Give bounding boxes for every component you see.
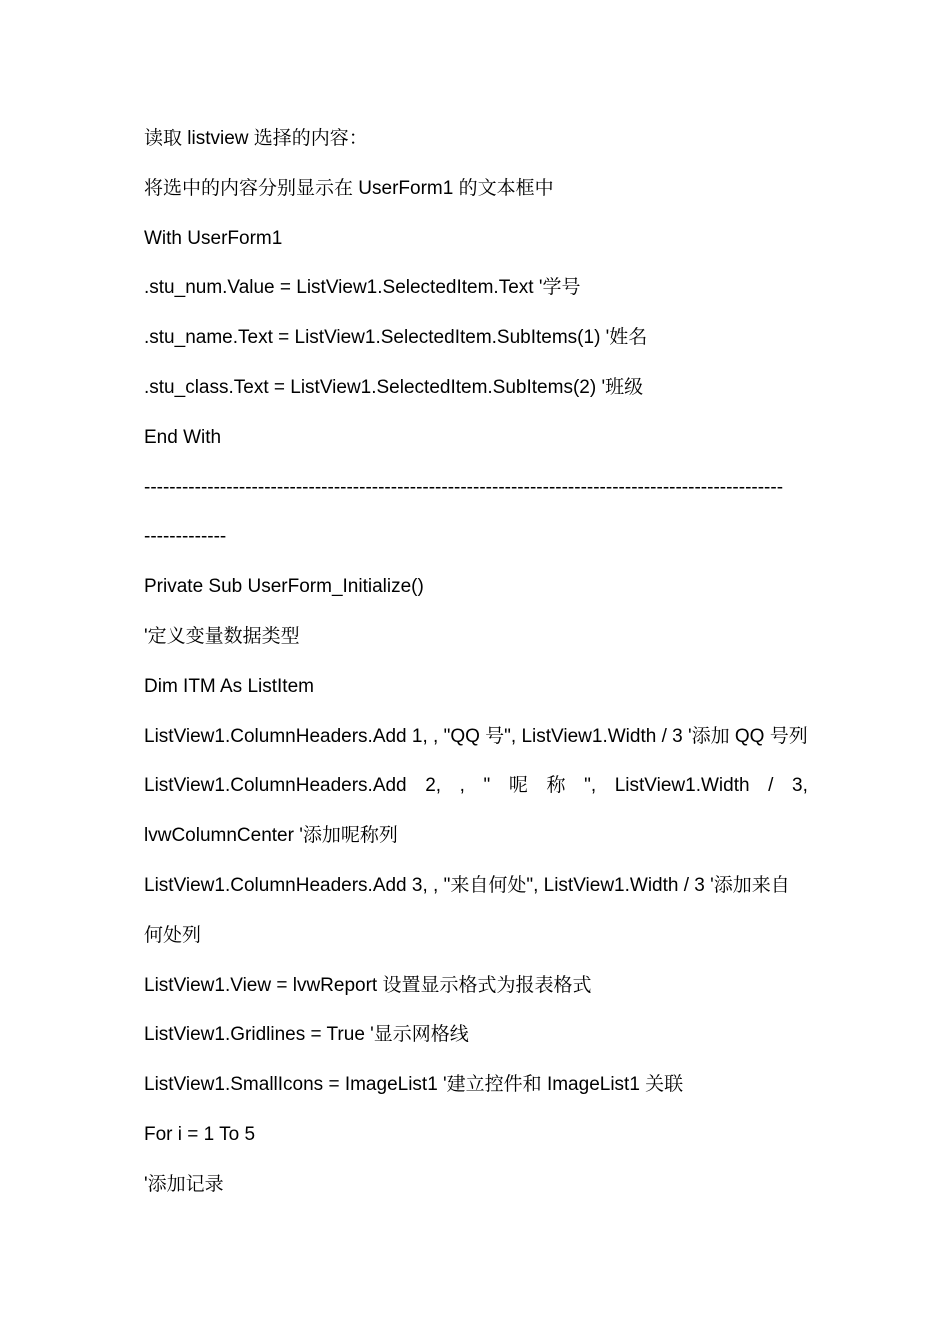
code-token: " [483, 775, 491, 797]
document-body [144, 124, 808, 1220]
separator-line: ----------------------------------------------------------------------------------------------------- [144, 476, 784, 498]
text-line: 读取 listview 选择的内容： [144, 128, 368, 149]
code-token: ListView1.Width [614, 775, 750, 797]
comment-line: '定义变量数据类型 [144, 625, 300, 647]
code-token: / [768, 775, 774, 797]
code-line: 何处列 [144, 924, 202, 946]
code-token: 呢 [508, 775, 528, 797]
separator-line: ------------- [144, 526, 227, 548]
code-token: ListView1.ColumnHeaders.Add [144, 775, 407, 797]
code-line: .stu_class.Text = ListView1.SelectedItem.SubItems(2) '班级 [144, 376, 644, 398]
justified-code-line [144, 771, 808, 821]
code-token: ", [584, 775, 597, 797]
code-token: , [459, 775, 465, 797]
code-line: With UserForm1 [144, 227, 283, 249]
code-line: ListView1.ColumnHeaders.Add 1, , "QQ 号", ListView1.Width / 3 '添加 QQ 号列 [144, 725, 808, 747]
comment-line: '添加记录 [144, 1173, 224, 1195]
code-line: Dim ITM As ListItem [144, 675, 314, 697]
code-line: ListView1.View = lvwReport 设置显示格式为报表格式 [144, 974, 592, 996]
code-line: For i = 1 To 5 [144, 1123, 256, 1145]
code-line: End With [144, 426, 222, 448]
code-token: 3, [792, 775, 808, 797]
code-line: ListView1.Gridlines = True '显示网格线 [144, 1024, 469, 1046]
code-line: .stu_name.Text = ListView1.SelectedItem.SubItems(1) '姓名 [144, 327, 648, 349]
code-token: 称 [546, 775, 566, 797]
code-token: 2, [425, 775, 442, 797]
code-line: .stu_num.Value = ListView1.SelectedItem.Text '学号 [144, 277, 581, 299]
code-line: Private Sub UserForm_Initialize() [144, 576, 424, 598]
text-line: 将选中的内容分别显示在 UserForm1 的文本框中 [144, 177, 554, 199]
code-line: lvwColumnCenter '添加呢称列 [144, 825, 398, 847]
code-line: ListView1.SmallIcons = ImageList1 '建立控件和 ImageList1 关联 [144, 1074, 684, 1096]
code-line: ListView1.ColumnHeaders.Add 3, , "来自何处", ListView1.Width / 3 '添加来自 [144, 874, 790, 896]
